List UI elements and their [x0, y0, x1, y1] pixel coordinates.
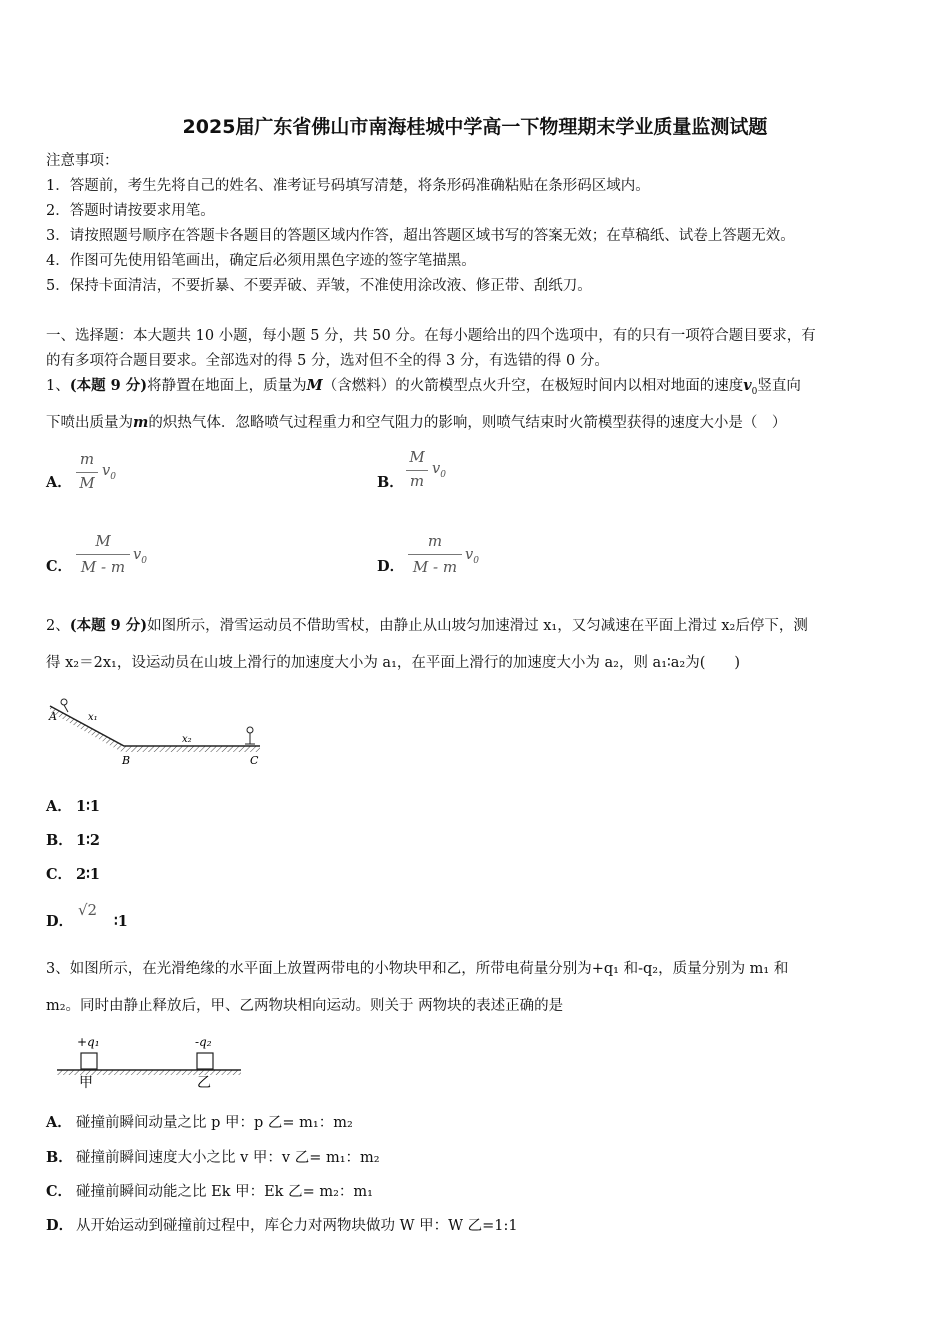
- section-intro-line2: 的有多项符合题目要求。全部选对的得 5 分，选对但不全的得 3 分，有选错的得 0 分。: [46, 353, 609, 369]
- q3-number: 3、: [46, 961, 70, 977]
- block-label-yi: 乙: [197, 1075, 211, 1090]
- q1-line1: [46, 376, 910, 402]
- q1-option-a-v0: [102, 461, 116, 487]
- point-label-c: C: [250, 754, 259, 767]
- q1-option-c-v0: [133, 545, 147, 571]
- skier-start-icon: [61, 699, 67, 705]
- q3-text: 如图所示，在光滑绝缘的水平面上放置两带电的小物块甲和乙，所带电荷量分别为+q₁ 和-q₂，质量分别为 m₁ 和: [69, 961, 789, 977]
- fraction-denominator: M: [79, 474, 95, 492]
- charge-label-q1: +q₁: [77, 1035, 100, 1049]
- option-label: D．: [46, 1217, 74, 1234]
- option-label: C．: [46, 866, 73, 883]
- fraction-bar: [406, 470, 428, 471]
- q3-option-b[interactable]: [46, 1148, 380, 1168]
- q2-option-b[interactable]: [46, 831, 100, 851]
- q1-text: 的炽热气体．忽略喷气过程重力和空气阻力的影响，则喷气结束时火箭模型获得的速度大小是（ ）: [148, 415, 787, 431]
- q3-option-a[interactable]: [46, 1113, 353, 1133]
- option-text: 碰撞前瞬间速度大小之比 v 甲：v 乙= m₁：m₂: [76, 1150, 380, 1166]
- sqrt2-formula: √2: [78, 901, 98, 919]
- option-label: C．: [46, 558, 73, 575]
- option-label: A．: [46, 1114, 72, 1131]
- q1-number: 1、: [46, 378, 70, 394]
- option-label: A．: [46, 798, 72, 815]
- option-label: D．: [46, 913, 74, 930]
- var-v: v: [102, 463, 111, 479]
- q1-option-a-formula: [76, 450, 102, 496]
- option-text: 2∶1: [76, 866, 100, 883]
- fraction-bar: [76, 554, 130, 555]
- q2-option-c[interactable]: [46, 865, 100, 885]
- notice-item: 4．作图可先使用铅笔画出，确定后必须用黑色字迹的签字笔描黑。: [46, 253, 476, 269]
- var-v: v: [133, 547, 142, 563]
- notice-heading: 注意事项：: [46, 153, 119, 169]
- option-text: 碰撞前瞬间动能之比 Ek 甲：Ek 乙= m₂：m₁: [76, 1184, 373, 1200]
- var-sub: 0: [141, 555, 147, 566]
- notice-item: 1．答题前，考生先将自己的姓名、准考证号码填写清楚，将条形码准确粘贴在条形码区域内。: [46, 178, 650, 194]
- fraction-bar: [76, 472, 98, 473]
- q1-text: （含燃料）的火箭模型点火升空，在极短时间内以相对地面的速度: [322, 378, 744, 394]
- q3-line1: [46, 959, 910, 979]
- block-yi: [197, 1053, 213, 1069]
- ground-hatch: [50, 706, 260, 752]
- var-v: v: [432, 461, 441, 477]
- fraction-denominator: M - m: [80, 558, 126, 576]
- point-label-a: A: [49, 710, 57, 723]
- option-text: ∶1: [114, 913, 128, 930]
- notice-item: 2．答题时请按要求用笔。: [46, 203, 215, 219]
- var-sub: 0: [440, 469, 446, 480]
- q1-var-M: M: [306, 377, 323, 394]
- q1-option-a[interactable]: [46, 473, 76, 493]
- fraction-denominator: m: [409, 472, 425, 490]
- option-label: B．: [377, 474, 404, 491]
- option-label: A．: [46, 474, 72, 491]
- q1-option-b-v0: [432, 459, 446, 485]
- page-title: 2025届广东省佛山市南海桂城中学高一下物理期末学业质量监测试题: [182, 116, 768, 138]
- skier-end-icon: [247, 727, 253, 733]
- option-text: 1∶1: [76, 798, 100, 815]
- q1-line2: [46, 413, 910, 433]
- var-sub: 0: [110, 471, 116, 482]
- skier-start-icon-body: [64, 705, 68, 712]
- var-v: v: [465, 547, 474, 563]
- q2-number: 2、: [46, 618, 70, 634]
- option-label: D．: [377, 558, 405, 575]
- q1-var-m: m: [133, 414, 149, 431]
- block-label-jia: 甲: [79, 1075, 93, 1090]
- q3-line2: m₂。同时由静止释放后，甲、乙两物块相向运动。则关于 两物块的表述正确的是: [46, 998, 564, 1014]
- fraction-denominator: M - m: [412, 558, 458, 576]
- section-intro-line1: 一、选择题：本大题共 10 小题，每小题 5 分，共 50 分。在每小题给出的四个选项中，有的只有一项符合题目要求，有: [46, 328, 816, 344]
- q1-option-b-formula: [406, 448, 432, 494]
- q1-text: 将静置在地面上，质量为: [147, 378, 307, 394]
- q3-option-c[interactable]: [46, 1182, 373, 1202]
- notice-item: 3．请按照题号顺序在答题卡各题目的答题区域内作答，超出答题区域书写的答案无效；在草稿纸、试卷上答题无效。: [46, 228, 795, 244]
- option-label: B．: [46, 832, 73, 849]
- q2-option-a[interactable]: [46, 797, 100, 817]
- q1-var-v0: v: [743, 377, 752, 394]
- notice-item: 5．保持卡面清洁，不要折暴、不要弄破、弄皱，不准使用涂改液、修正带、刮纸刀。: [46, 278, 592, 294]
- q1-text: 竖直向: [757, 378, 801, 394]
- q1-text: 下喷出质量为: [46, 415, 133, 431]
- q1-option-d-formula: [408, 532, 464, 578]
- option-label: C．: [46, 1183, 73, 1200]
- q1-option-b[interactable]: [377, 473, 407, 493]
- q1-option-c-formula: [76, 532, 132, 578]
- fraction-numerator: m: [427, 532, 443, 550]
- distance-label-x1: x₁: [88, 712, 98, 723]
- option-text: 1∶2: [76, 832, 100, 849]
- q2-line1: [46, 616, 910, 636]
- q2-score: (本题 9 分): [69, 617, 148, 634]
- q1-option-d[interactable]: [377, 557, 407, 577]
- q1-var-v0-sub: 0: [751, 386, 758, 397]
- distance-label-x2: x₂: [182, 734, 192, 745]
- fraction-bar: [408, 554, 462, 555]
- fraction-numerator: M: [95, 532, 111, 550]
- fraction-numerator: m: [79, 450, 95, 468]
- point-label-b: B: [122, 754, 131, 767]
- fraction-numerator: M: [409, 448, 425, 466]
- var-sub: 0: [473, 555, 479, 566]
- q2-text: 如图所示，滑雪运动员不借助雪杖，由静止从山坡匀加速滑过 x₁，又匀减速在平面上滑过 x₂后停下，测: [147, 618, 808, 634]
- q3-option-d[interactable]: [46, 1216, 518, 1236]
- option-text: 碰撞前瞬间动量之比 p 甲：p 乙= m₁：m₂: [76, 1115, 353, 1131]
- q3-charges-figure: [55, 1032, 255, 1090]
- q2-option-d[interactable]: [46, 912, 76, 932]
- charge-label-q2: -q₂: [195, 1035, 212, 1049]
- q2-line2: 得 x₂＝2x₁，设运动员在山坡上滑行的加速度大小为 a₁，在平面上滑行的加速度大小为 a₂，则 a₁∶a₂为( ): [46, 655, 741, 671]
- q1-option-d-v0: [465, 545, 479, 571]
- q2-slope-figure: [46, 690, 266, 770]
- q1-score: (本题 9 分): [69, 377, 148, 394]
- q1-option-c[interactable]: [46, 557, 76, 577]
- option-label: B．: [46, 1149, 73, 1166]
- block-jia: [81, 1053, 97, 1069]
- option-text: 从开始运动到碰撞前过程中，库仑力对两物块做功 W 甲：W 乙=1:1: [76, 1218, 518, 1234]
